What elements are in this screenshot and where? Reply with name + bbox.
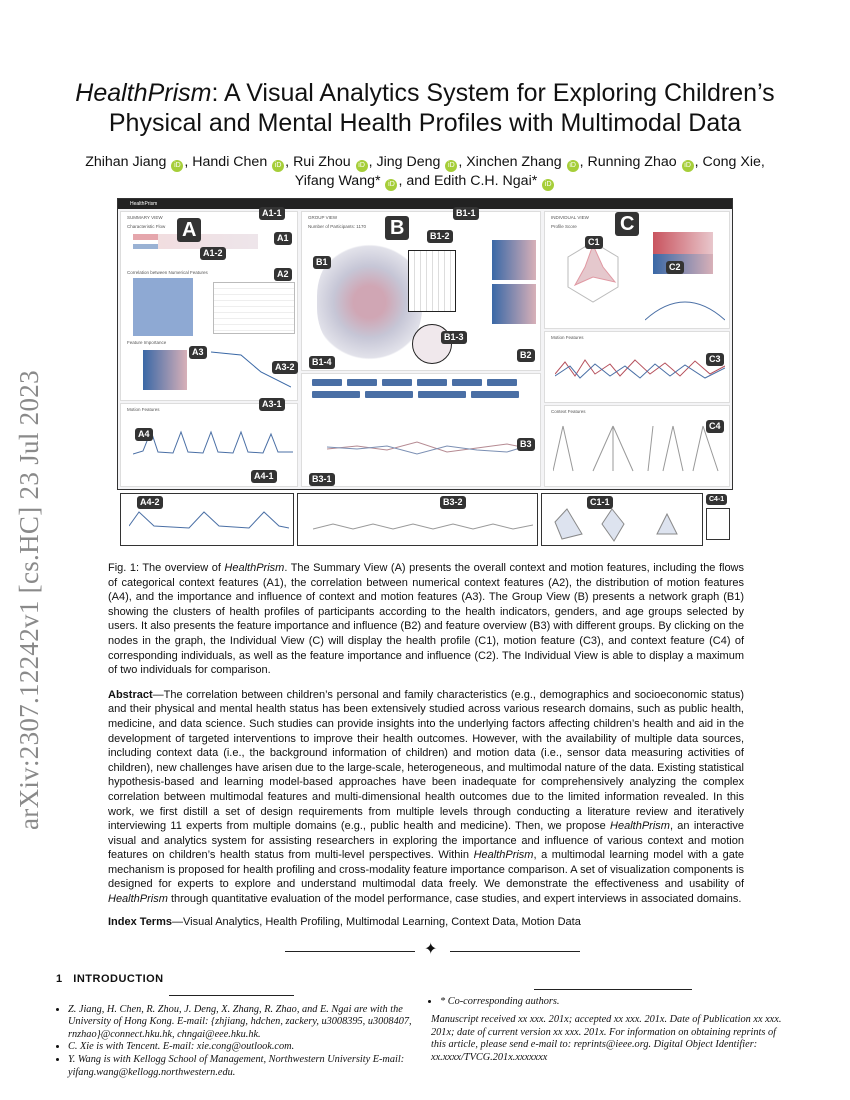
label-B3-2: B3-2 <box>440 496 466 509</box>
app-title-bar: HealthPrism <box>118 199 732 209</box>
label-A4-2: A4-2 <box>137 496 163 509</box>
label-A3: A3 <box>189 346 207 359</box>
group-fi-female <box>492 240 536 280</box>
footnote-rule <box>169 995 294 996</box>
label-C2: C2 <box>666 261 684 274</box>
abstract-system-name: HealthPrism <box>473 849 534 862</box>
section-title: INTRODUCTION <box>73 972 164 985</box>
divider-line <box>450 951 580 952</box>
group-view-title: GROUP VIEW <box>308 215 338 220</box>
index-terms-label: Index Terms <box>108 915 172 928</box>
summary-view <box>120 211 298 401</box>
section-number: 1 <box>56 972 63 985</box>
context-tree <box>553 421 723 481</box>
section-heading <box>56 973 796 985</box>
corr-matrix <box>133 278 193 336</box>
parallel-coordinates <box>327 434 527 464</box>
individual-motion <box>544 331 730 403</box>
figure-1 <box>117 198 733 546</box>
label-A4: A4 <box>135 428 153 441</box>
corr-title: Correlation between Numerical Features <box>127 270 208 275</box>
label-B3: B3 <box>517 438 535 451</box>
group-button[interactable] <box>312 391 360 398</box>
abstract-text: through quantitative evaluation of the model performance, case studies, and expert interviews in associated domains. <box>167 893 742 906</box>
abstract-label: Abstract <box>108 688 153 701</box>
label-C3: C3 <box>706 353 724 366</box>
author: Jing Deng <box>376 154 441 170</box>
abstract-text: —The correlation between children’s personal and family characteristics (e.g., demographics and socioeconomic status) and their physical and mental health status has been extensively studied across various research domains, such as public health, medicine, and data science. Such studies can provide insights into the underlying factors affecting children’s health and aid in the development of targeted interventions to improve their health outcomes. However, with the availability of multiple data sources, including context data (i.e., the background information of children) and motion data (i.e., sensor data measuring activities of children), new challenges have arisen due to the large-scale, heterogeneous, and multimodal nature of the data. Existing statistical hypothesis-based and learning model-based approaches have been inadequate for comprehensively analyzing the complex correlation between multimodal features and multi-dimensional health outcomes due to the limited information revealed. In this work, we first distill a set of design requirements from multiple levels through conducting a literature review and iteratively interviewing 11 experts from multiple domains (e.g., public health and medicine). Then, we propose <box>108 688 744 833</box>
label-A3-2: A3-2 <box>272 361 298 374</box>
motion-line-chart <box>133 426 293 466</box>
author: Handi Chen <box>192 154 268 170</box>
footnotes-left <box>56 989 416 1080</box>
caption-prefix: Fig. 1: The overview of <box>108 562 225 574</box>
footnote-rule <box>534 989 692 990</box>
fi-title: Feature Importance <box>127 340 167 345</box>
manuscript-note: Manuscript received xx xxx. 201x; accepted xx xxx. 201x. Date of Publication xx xxx. 201x; date of current version xx xxx. 201x. For information on obtaining reprints of this article, please send e-mail to: reprints@ieee.org. Digital Object Identifier: xx.xxxx/TVCG.201x.xxxxxxx <box>431 1014 782 1064</box>
orcid-icon[interactable]: iD <box>682 160 694 172</box>
author: , and Edith C.H. Ngai* <box>398 173 538 189</box>
label-B1-2: B1-2 <box>427 230 453 243</box>
orcid-icon[interactable]: iD <box>171 160 183 172</box>
group-fi-male <box>492 284 536 324</box>
arxiv-stamp: arXiv:2307.12242v1 [cs.HC] 23 Jul 2023 <box>14 370 44 830</box>
author: Cong Xie, <box>702 154 765 170</box>
title-line1: : A Visual Analytics System for Exploring Children’s <box>211 79 775 107</box>
summary-view-title: SUMMARY VIEW <box>127 215 163 220</box>
ind-motion-title: Motion Features <box>551 335 584 340</box>
feature-button[interactable] <box>487 379 517 386</box>
zoom-lens[interactable] <box>412 324 452 364</box>
title-system-name: HealthPrism <box>75 79 212 107</box>
feature-button[interactable] <box>312 379 342 386</box>
feature-button[interactable] <box>382 379 412 386</box>
label-A1-2: A1-2 <box>200 247 226 260</box>
author: Xinchen Zhang <box>466 154 562 170</box>
orcid-icon[interactable]: iD <box>445 160 457 172</box>
abstract-system-name: HealthPrism <box>610 820 670 833</box>
label-B1-4: B1-4 <box>309 356 335 369</box>
label-C1-1: C1-1 <box>587 496 613 509</box>
index-terms-text: —Visual Analytics, Health Profiling, Multimodal Learning, Context Data, Motion Data <box>172 915 581 928</box>
group-button[interactable] <box>418 391 466 398</box>
label-A2: A2 <box>274 268 292 281</box>
author-line-2 <box>20 172 830 191</box>
abstract-text: , a multimodal learning model with a gate mechanism is proposed for health profiling and cross-modality feature importance comparison. A set of visualization components is designed for experts to explore and understand multimodal data freely. We demonstrate the effectiveness and usability of <box>108 849 744 891</box>
footnote: • Y. Wang is with Kellogg School of Management, Northwestern University E-mail: yifang.wang@kellogg.northwestern.edu. <box>68 1054 416 1079</box>
label-B: B <box>385 216 409 240</box>
label-B1: B1 <box>313 256 331 269</box>
section-divider <box>285 940 580 959</box>
individual-context <box>544 405 730 487</box>
lower-section <box>56 973 796 1080</box>
label-A3-1: A3-1 <box>259 398 285 411</box>
label-C4-1: C4-1 <box>706 494 727 505</box>
label-A1-1: A1-1 <box>259 207 285 220</box>
orcid-icon[interactable]: iD <box>356 160 368 172</box>
orcid-icon[interactable]: iD <box>385 179 397 191</box>
label-C1: C1 <box>585 236 603 249</box>
body-text-column <box>56 561 782 1079</box>
author: Yifang Wang* <box>294 173 381 189</box>
orcid-icon[interactable]: iD <box>272 160 284 172</box>
caption-system-name: HealthPrism <box>224 562 285 574</box>
abstract-system-name: HealthPrism <box>108 893 168 906</box>
fi-heatmap <box>143 350 187 390</box>
ind-motion-chart <box>555 354 725 384</box>
label-A: A <box>177 218 201 242</box>
group-button[interactable] <box>365 391 413 398</box>
author: Zhihan Jiang <box>85 154 167 170</box>
participants-count: Number of Participants: 1170 <box>308 224 366 229</box>
author: Running Zhao <box>587 154 677 170</box>
footnote: • * Co-corresponding authors. <box>440 996 788 1009</box>
label-C4: C4 <box>706 420 724 433</box>
c4-1-panel <box>706 508 730 540</box>
label-B2: B2 <box>517 349 535 362</box>
orcid-icon[interactable]: iD <box>542 179 554 191</box>
author: Rui Zhou <box>293 154 351 170</box>
index-terms <box>108 915 744 929</box>
b3-2-panel <box>297 493 538 546</box>
app-window <box>117 198 733 490</box>
c1-1-panel <box>541 493 703 546</box>
b1-2-panel <box>408 250 456 312</box>
author-line-1: Zhihan Jiang iD , Handi Chen iD , Rui Zhou iD , Jing Deng iD , Xinchen Zhang iD , Running Zhao iD , Cong Xie, <box>85 154 765 170</box>
paper-title <box>30 78 820 138</box>
title-line2: Physical and Mental Health Profiles with Multimodal Data <box>108 109 742 137</box>
footnote: • C. Xie is with Tencent. E-mail: xie.cong@outlook.com. <box>68 1041 416 1054</box>
author-list <box>20 153 830 191</box>
diamond-ornament-icon: ✦ <box>424 940 438 958</box>
label-B1-3: B1-3 <box>441 331 467 344</box>
feature-button[interactable] <box>347 379 377 386</box>
group-button[interactable] <box>471 391 519 398</box>
label-B1-1: B1-1 <box>453 207 479 220</box>
divider-line <box>285 951 415 952</box>
label-A1: A1 <box>274 232 292 245</box>
influence-curve <box>645 292 725 322</box>
corr-table <box>213 282 295 334</box>
caption-text: . The Summary View (A) presents the overall context and motion features, including the flows of categorical context features (A1), the correlation between numerical context features (A2), the distribution of motion features (A4), and the importance and influence of context and motion features (A3). The Group View (B) presents a network graph (B1) showing the clusters of health profiles of participants according to the health indicators, genders, and age groups selected by users. It also presents the feature importance and influence (B2) and feature overview (B3) with different groups. By clicking on the nodes in the graph, the Individual View (C) will display the health profile (C1), motion feature (C3), and context feature (C4) of corresponding individuals, as well as the feature importance and influence (C2). The Individual View is able to display a maximum of two individuals for comparison. <box>108 562 745 677</box>
footnotes <box>56 989 796 1080</box>
label-B3-1: B3-1 <box>309 473 335 486</box>
flow-title: Characteristic Flow <box>127 224 166 229</box>
context-title: Context Features <box>551 409 586 414</box>
motion-title: Motion Features <box>127 407 160 412</box>
label-C: C <box>615 212 639 236</box>
feature-button[interactable] <box>417 379 447 386</box>
figure-caption <box>108 561 744 678</box>
group-view <box>301 211 541 371</box>
network-graph[interactable] <box>317 242 422 362</box>
footnote: • Z. Jiang, H. Chen, R. Zhou, J. Deng, X. Zhang, R. Zhao, and E. Ngai are with the University of Hong Kong. E-mail: {zhjiang, hdchen, zackery, u3008395, u3008407, rnzhao}@connect.hku.hk, chngai@eee.hku.hk. <box>68 1004 416 1042</box>
ind-fi-heatmap-top <box>653 232 713 254</box>
footnotes-right <box>428 989 788 1080</box>
flow-node <box>133 244 158 249</box>
orcid-icon[interactable]: iD <box>567 160 579 172</box>
feature-overview <box>301 373 541 487</box>
flow-node <box>133 234 158 240</box>
label-A4-1: A4-1 <box>251 470 277 483</box>
abstract <box>108 688 744 907</box>
individual-view-title: INDIVIDUAL VIEW <box>551 215 589 220</box>
abstract-text: , an interactive visual and analytics system for assisting researchers in exploring the importance and influence of various context and motion features on children’s health status from multi-level perspectives. Within <box>108 820 744 862</box>
profile-score: Profile Score <box>551 224 577 229</box>
feature-button[interactable] <box>452 379 482 386</box>
